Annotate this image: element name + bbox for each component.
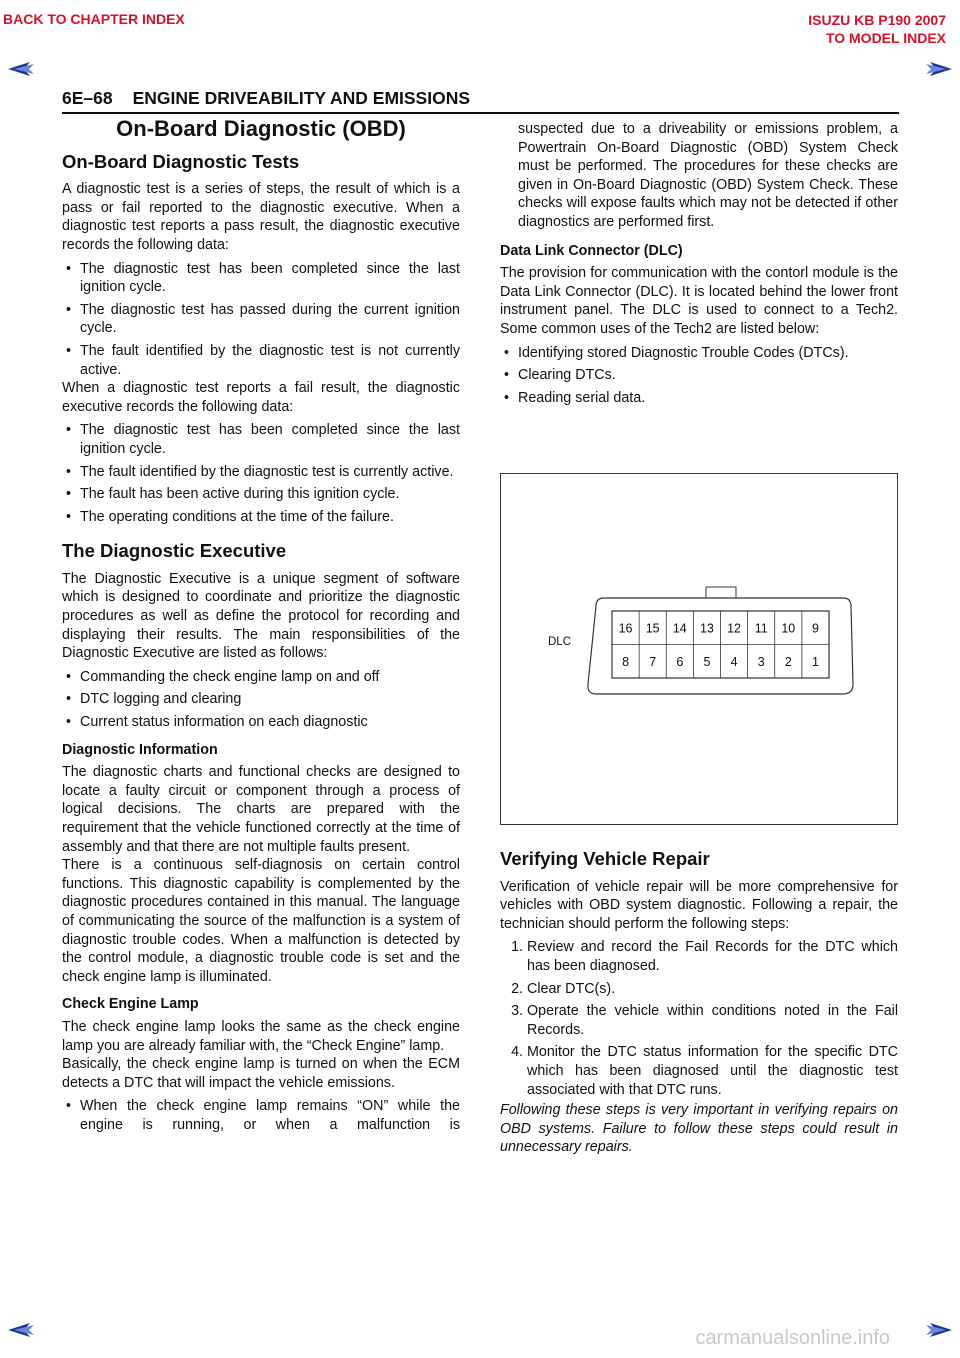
pin-label: 12: [727, 621, 742, 636]
step-item: [500, 1002, 898, 1039]
list-item: • The diagnostic test has been completed since the last ignition cycle.: [62, 260, 460, 297]
next-page-arrow-bottom-icon[interactable]: [922, 1323, 952, 1337]
list-item: • The fault identified by the diagnostic test is currently active.: [62, 463, 460, 482]
pin-label: 10: [781, 621, 796, 636]
step-number: 2.: [511, 980, 523, 997]
pin-label: 16: [618, 621, 633, 636]
step-item: [500, 1043, 898, 1099]
list-item: • The operating conditions at the time of the failure.: [62, 508, 460, 527]
page-code: 6E–68: [62, 88, 113, 108]
step-number: 1.: [511, 939, 523, 956]
verify-heading: Verifying Vehicle Repair: [500, 848, 710, 869]
pin-label: 15: [645, 621, 660, 636]
fail-list: [62, 421, 460, 526]
dlc-para: The provision for communication with the contorl module is the Data Link Connector (DLC). It is located behind the lower front instrument panel. The DLC is used to connect to a Tech2. Some common uses of the Tech2 are listed below:: [500, 265, 898, 337]
step-text: Clear DTC(s).: [527, 980, 616, 997]
fail-intro: When a diagnostic test reports a fail result, the diagnostic executive records the following data:: [62, 380, 460, 415]
connector-key-tab: [706, 587, 736, 598]
header-rule: [62, 112, 899, 114]
pin-label: 7: [649, 654, 657, 669]
footer-watermark: carmanualsonline.info: [695, 1327, 890, 1349]
lamp-para-2: Basically, the check engine lamp is turned on when the ECM detects a DTC that will impact the vehicle emissions.: [62, 1056, 460, 1091]
pin-label: 9: [811, 621, 819, 636]
steps-list: [500, 938, 898, 1099]
pin-label: 6: [676, 654, 684, 669]
dlc-label: DLC: [548, 636, 572, 648]
previous-page-arrow-icon[interactable]: [8, 62, 38, 76]
right-column-top: [500, 120, 898, 412]
pin-label: 8: [622, 654, 630, 669]
pin-label: 11: [754, 621, 768, 636]
exec-heading: The Diagnostic Executive: [62, 540, 287, 562]
right-column-bottom: [500, 850, 898, 1162]
list-item: • The diagnostic test has been completed since the last ignition cycle.: [62, 421, 460, 458]
step-item: [500, 938, 898, 975]
info-para-1: The diagnostic charts and functional checks are designed to locate a faulty circuit or component through a process of logical decisions. The charts are prepared with the requirement that the vehicle functioned correctly at the time of assembly and that there are not multiple faults present.: [62, 764, 460, 855]
list-item: • The fault identified by the diagnostic test is not currently active.: [62, 342, 460, 379]
continued-text: suspected due to a driveability or emissions problem, a Powertrain On-Board Diagnostic (OBD) System Check must be performed. The procedures for these checks are given in On-Board Diagnostic (OBD) System Check. These checks will expose faults which may not be detected if other diagnostics are performed first.: [518, 121, 898, 230]
info-heading: Diagnostic Information: [62, 741, 218, 758]
pin-label: 4: [730, 654, 738, 669]
closing-note: Following these steps is very important in verifying repairs on OBD systems. Failure to follow these steps could result in unnecessary repairs.: [500, 1102, 898, 1156]
model-title: ISUZU KB P190 2007: [808, 12, 946, 28]
exec-para: The Diagnostic Executive is a unique segment of software which is designed to coordinate and prioritize the diagnostic procedures as well as define the protocol for recording and displaying their results. The main responsibilities of the Diagnostic Executive are listed as follows:: [62, 570, 460, 662]
model-index-nav: [808, 11, 946, 47]
section-title: ENGINE DRIVEABILITY AND EMISSIONS: [132, 88, 471, 108]
step-text: Monitor the DTC status information for the specific DTC which has been diagnosed until the diagnostic test associated with that DTC runs.: [527, 1044, 898, 1098]
list-item: • Identifying stored Diagnostic Trouble Codes (DTCs).: [500, 344, 898, 363]
page-header: [62, 88, 470, 109]
pin-label: 1: [811, 654, 819, 669]
main-title: On-Board Diagnostic (OBD): [116, 116, 406, 141]
tests-intro: A diagnostic test is a series of steps, the result of which is a pass or fail reported to the diagnostic executive. When a diagnostic test reports a pass result, the diagnostic executive records the following data:: [62, 181, 460, 253]
pin-label: 14: [672, 621, 687, 636]
dlc-connector-diagram: [501, 474, 897, 824]
exec-list: [62, 668, 460, 732]
list-item: • The fault has been active during this ignition cycle.: [62, 485, 460, 504]
lamp-heading: Check Engine Lamp: [62, 996, 199, 1013]
list-item: • The diagnostic test has passed during the current ignition cycle.: [62, 301, 460, 338]
back-to-chapter-index-link[interactable]: BACK TO CHAPTER INDEX: [3, 11, 185, 27]
list-item: • Current status information on each diagnostic: [62, 713, 460, 732]
pin-label: 3: [757, 654, 765, 669]
left-column: [62, 116, 460, 1140]
lamp-list: [62, 1097, 460, 1134]
dlc-heading: Data Link Connector (DLC): [500, 242, 683, 259]
list-item: • DTC logging and clearing: [62, 690, 460, 709]
pin-label: 5: [703, 654, 711, 669]
list-item: • Reading serial data.: [500, 389, 898, 408]
dlc-connector-figure: [500, 473, 898, 825]
step-number: 4.: [511, 1044, 523, 1061]
step-item: [500, 980, 898, 999]
next-page-arrow-icon[interactable]: [922, 62, 952, 76]
lamp-para-1: The check engine lamp looks the same as the check engine lamp you are already familiar with, the “Check Engine” lamp.: [62, 1018, 460, 1054]
list-item: • When the check engine lamp remains “ON” while the engine is running, or when a malfunction is: [62, 1097, 460, 1134]
list-item: • Clearing DTCs.: [500, 366, 898, 385]
step-text: Operate the vehicle within conditions noted in the Fail Records.: [527, 1003, 898, 1038]
verify-para: Verification of vehicle repair will be more comprehensive for vehicles with OBD system diagnostic. Following a repair, the technician should perform the following steps:: [500, 878, 898, 932]
tests-heading: On-Board Diagnostic Tests: [62, 150, 300, 172]
step-text: Review and record the Fail Records for the DTC which has been diagnosed.: [527, 939, 898, 974]
previous-page-arrow-bottom-icon[interactable]: [8, 1323, 38, 1337]
pass-list: [62, 260, 460, 380]
step-number: 3.: [511, 1003, 523, 1020]
list-item: • Commanding the check engine lamp on and off: [62, 668, 460, 687]
info-para-2: There is a continuous self-diagnosis on certain control functions. This diagnostic capability is complemented by the diagnostic procedures contained in this manual. The language of communicating the source of the malfunction is a system of diagnostic trouble codes. When a malfunction is detected by the control module, a diagnostic trouble code is set and the check engine lamp is illuminated.: [62, 857, 460, 985]
dlc-list: [500, 344, 898, 408]
to-model-index-link[interactable]: TO MODEL INDEX: [825, 30, 946, 46]
pin-label: 13: [699, 621, 714, 636]
pin-label: 2: [784, 654, 792, 669]
